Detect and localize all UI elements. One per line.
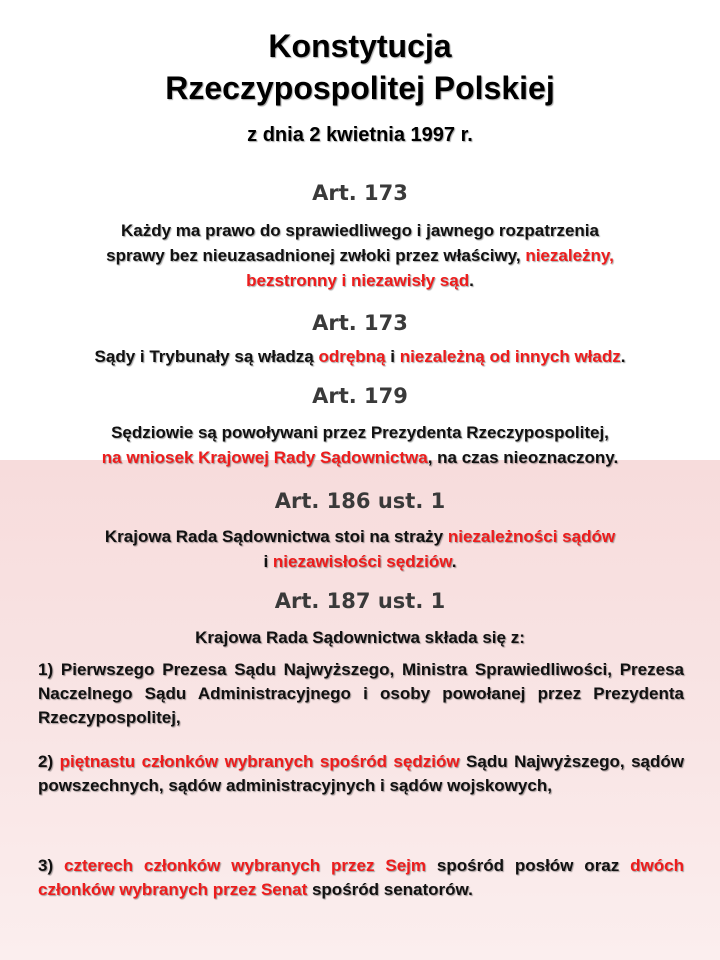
art-186-line-2-end: . [451, 552, 457, 571]
art-186-line-1 [20, 524, 700, 549]
art-173b-highlight-1: odrębną [318, 347, 386, 366]
art-173b-text [20, 344, 700, 369]
art-179-highlight: na wniosek Krajowej Rady Sądownictwa [101, 448, 428, 467]
art-187-item-2 [38, 750, 684, 798]
art-186-line-2 [20, 549, 700, 574]
art-186-line-1-plain: Krajowa Rada Sądownictwa stoi na straży [104, 527, 448, 546]
art-186-text [20, 524, 700, 574]
art-187-item-1: 1) Pierwszego Prezesa Sądu Najwyższego, Ministra Sprawiedliwości, Prezesa Naczelnego Sądu Administracyjnego i osoby powołanej przez Prezydenta Rzeczypospolitej, [38, 660, 684, 727]
art-187-item-3-mid: spośród posłów oraz [426, 856, 631, 875]
art-187-intro: Krajowa Rada Sądownictwa składa się z: [195, 628, 525, 647]
art-173-line-3-end: . [469, 271, 474, 290]
title-line-2: Rzeczypospolitej Polskiej [165, 70, 555, 106]
art-186-heading: Art. 186 ust. 1 [274, 489, 446, 513]
art-186-highlight-2: niezawisłości sędziów [272, 552, 452, 571]
art-173-heading: Art. 173 [312, 181, 408, 205]
art-173b-t1: Sądy i Trybunały są władzą [94, 347, 319, 366]
art-173-line-1: Każdy ma prawo do sprawiedliwego i jawnego rozpatrzenia [121, 221, 599, 240]
art-173b-highlight-2: niezależną od innych władz [399, 347, 621, 366]
art-187-item-3-highlight-2: dwóch członków wybranych przez Senat [38, 856, 685, 899]
art-179-text [20, 420, 700, 470]
art-187-heading: Art. 187 ust. 1 [274, 589, 446, 613]
art-187-item-3-num: 3) [38, 856, 65, 875]
art-179-line-2 [20, 445, 700, 470]
art-173b-heading: Art. 173 [312, 311, 408, 335]
art-173-line-2 [20, 243, 700, 268]
art-173-highlight-2: bezstronny i niezawisły sąd [246, 271, 470, 290]
art-173-highlight-1: niezależny, [525, 246, 614, 265]
art-179-line-2-end: , na czas nieoznaczony. [427, 448, 619, 467]
art-179-line-1: Sędziowie są powoływani przez Prezydenta Rzeczypospolitej, [111, 423, 609, 442]
subtitle: z dnia 2 kwietnia 1997 r. [247, 124, 473, 146]
art-187-item-3-highlight-1: czterech członków wybranych przez Sejm [64, 856, 426, 875]
art-187-item-2-rest: Sądu Najwyższego, sądów powszechnych, sądów administracyjnych i sądów wojskowych, [38, 752, 684, 795]
art-173-line-3 [20, 268, 700, 293]
art-179-heading: Art. 179 [312, 384, 408, 408]
art-173-text [20, 218, 700, 293]
art-186-highlight-1: niezależności sądów [447, 527, 616, 546]
art-173-line-2-plain: sprawy bez nieuzasadnionej zwłoki przez właściwy, [106, 246, 526, 265]
art-187-item-2-highlight: piętnastu członków wybranych spośród sędziów [59, 752, 460, 771]
art-173b-t3: i [385, 347, 400, 366]
title-line-1: Konstytucja [268, 28, 452, 64]
art-173b-t5: . [620, 347, 626, 366]
art-187-item-3-end: spośród senatorów. [307, 880, 473, 899]
art-186-line-2-plain: i [263, 552, 273, 571]
art-187-item-2-num: 2) [38, 752, 60, 771]
art-187-item-3 [38, 854, 684, 902]
